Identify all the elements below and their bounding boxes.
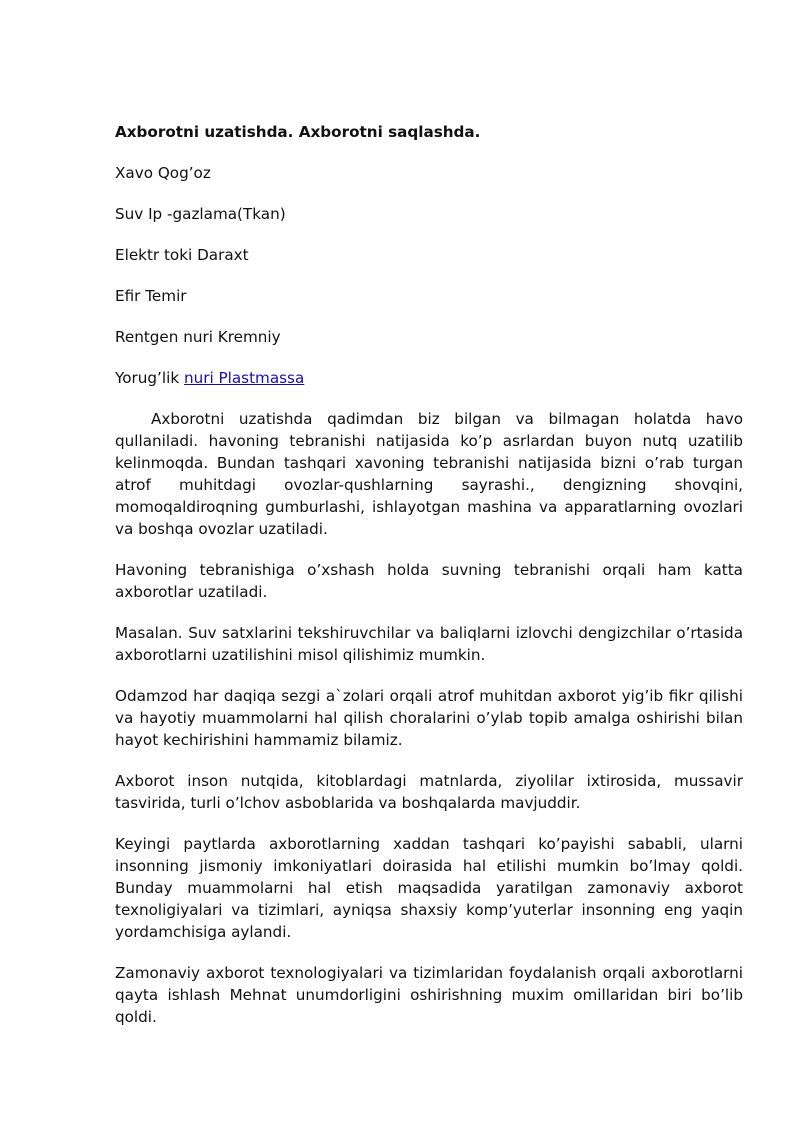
pair-line-6-prefix: Yorug’lik xyxy=(115,369,184,387)
body-paragraph-7: Zamonaviy axborot texnologiyalari va tizimlaridan foydalanish orqali axborotlarni qayta ishlash Mehnat unumdorligini oshirishning muxim omillaridan biri bo’lib qoldi. xyxy=(115,964,743,1026)
pair-line-5: Rentgen nuri Kremniy xyxy=(115,328,281,346)
document-title: Axborotni uzatishda. Axborotni saqlashda. xyxy=(115,123,481,141)
body-paragraph-5: Axborot inson nutqida, kitoblardagi matnlarda, ziyolilar ixtirosida, mussavir tasvirida, turli o’lchov asboblarida va boshqalarda mavjuddir. xyxy=(115,772,743,812)
pair-line-1: Xavo Qog’oz xyxy=(115,164,211,182)
body-paragraph-6: Keyingi paytlarda axborotlarning xaddan tashqari ko’payishi sababli, ularni insonning jismoniy imkoniyatlari doirasida hal etilishi mumkin bo’lmay qoldi. Bunday muammolarni hal etish maqsadida yaratilgan zamonaviy axborot texnoligiyalari va tizimlari, ayniqsa shaxsiy komp’yuterlar insonning eng yaqin yordamchisiga aylandi. xyxy=(115,835,743,941)
body-paragraph-3: Masalan. Suv satxlarini tekshiruvchilar va baliqlarni izlovchi dengizchilar o’rtasida axborotlarni uzatilishini misol qilishimiz mumkin. xyxy=(115,624,743,664)
body-paragraph-4: Odamzod har daqiqa sezgi a`zolari orqali atrof muhitdan axborot yig’ib fikr qilishi va hayotiy muammolarni hal qilish choralarini o’ylab topib amalga oshirishi bilan hayot kechirishini hammamiz bilamiz. xyxy=(115,687,743,749)
pair-line-4: Efir Temir xyxy=(115,287,187,305)
body-paragraph-2: Havoning tebranishiga o’xshash holda suvning tebranishi orqali ham katta axborotlar uzatiladi. xyxy=(115,561,743,601)
pair-line-6 xyxy=(115,367,743,389)
body-paragraph-1: Axborotni uzatishda qadimdan biz bilgan va bilmagan holatda havo qullaniladi. havoning tebranishi natijasida ko’p asrlardan buyon nutq uzatilib kelinmoqda. Bundan tashqari xavoning tebranishi natijasida bizni o’rab turgan atrof muhitdagi ovozlar-qushlarning sayrashi., dengizning shovqini, momoqaldiroqning gumburlashi, ishlayotgan mashina va apparatlarning ovozlari va boshqa ovozlar uzatiladi. xyxy=(115,410,743,538)
document-page xyxy=(115,121,743,1047)
plastmassa-link[interactable]: nuri Plastmassa xyxy=(183,369,305,387)
pair-line-3: Elektr toki Daraxt xyxy=(115,246,249,264)
pair-line-2: Suv Ip -gazlama(Tkan) xyxy=(115,205,286,223)
